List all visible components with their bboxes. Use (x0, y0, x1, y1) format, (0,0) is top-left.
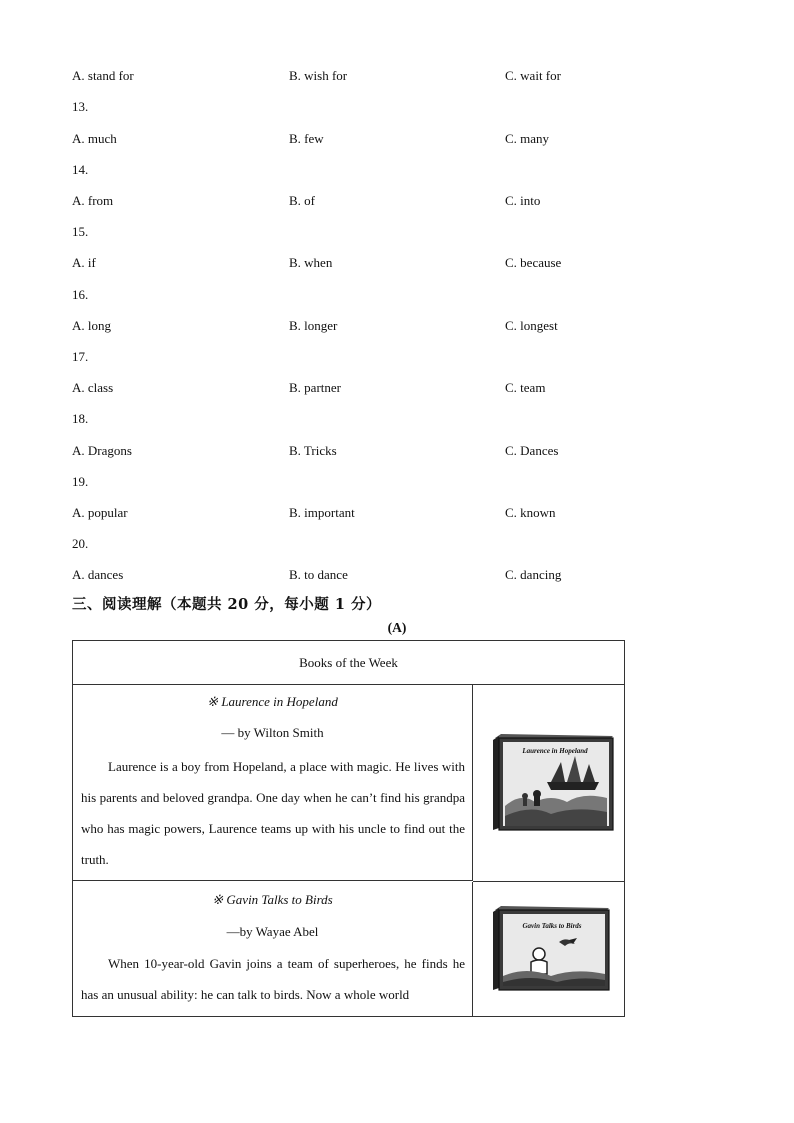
question-number: 18. (72, 411, 89, 426)
option-a: A. stand for (72, 68, 134, 83)
book-author: —by Wayae Abel (226, 924, 319, 939)
option-b: B. of (289, 193, 315, 208)
book-cell-gavin (73, 882, 473, 1016)
option-row (0, 503, 794, 523)
option-row (0, 129, 794, 149)
option-c: C. Dances (505, 443, 559, 458)
books-table (72, 640, 625, 1017)
option-a: A. from (72, 193, 114, 208)
table-header: Books of the Week (73, 641, 624, 685)
option-row (0, 441, 794, 461)
option-row (0, 565, 794, 585)
option-a: A. dances (72, 567, 124, 582)
book-cell-laurence (73, 684, 473, 881)
option-row (0, 253, 794, 273)
question-number: 14. (72, 162, 89, 177)
option-a: A. popular (72, 505, 128, 520)
book-cover-cell (473, 882, 624, 1016)
option-c: C. longest (505, 318, 558, 333)
section-title: 三、阅读理解（本题共 20 分，每小题 1 分） (72, 596, 381, 613)
cover-title: Gavin Talks to Birds (522, 922, 582, 930)
question-number: 16. (72, 287, 89, 302)
option-row (0, 378, 794, 398)
book-cover-cell (473, 684, 624, 882)
option-c: C. because (505, 255, 562, 270)
option-a: A. class (72, 380, 114, 395)
book-description: When 10-year-old Gavin joins a team of superheroes, he finds he has an unusual ability: he can talk to birds. Now a whole world (81, 956, 465, 1002)
option-b: B. partner (289, 380, 341, 395)
option-c: C. known (505, 505, 556, 520)
option-b: B. wish for (289, 68, 348, 83)
question-number: 20. (72, 536, 89, 551)
option-c: C. into (505, 193, 541, 208)
option-b: B. longer (289, 318, 338, 333)
option-b: B. important (289, 505, 355, 520)
option-row-12 (0, 66, 794, 86)
option-row (0, 191, 794, 211)
book-title: ※ Gavin Talks to Birds (212, 892, 333, 907)
question-number: 15. (72, 224, 89, 239)
option-c: C. wait for (505, 68, 561, 83)
book-cover-image (491, 904, 611, 992)
option-a: A. Dragons (72, 443, 132, 458)
option-c: C. team (505, 380, 546, 395)
question-number: 17. (72, 349, 89, 364)
book-title: ※ Laurence in Hopeland (207, 694, 338, 709)
option-b: B. few (289, 131, 324, 146)
book-author: — by Wilton Smith (221, 725, 324, 740)
option-b: B. Tricks (289, 443, 337, 458)
option-c: C. dancing (505, 567, 562, 582)
question-number: 19. (72, 474, 89, 489)
cover-title: Laurence in Hopeland (522, 747, 588, 755)
option-a: A. if (72, 255, 96, 270)
option-c: C. many (505, 131, 550, 146)
question-number: 13. (72, 99, 89, 114)
option-row (0, 316, 794, 336)
passage-label: (A) (387, 620, 407, 635)
option-a: A. much (72, 131, 117, 146)
option-a: A. long (72, 318, 111, 333)
option-b: B. to dance (289, 567, 348, 582)
option-b: B. when (289, 255, 333, 270)
book-description: Laurence is a boy from Hopeland, a place with magic. He lives with his parents and beloved grandpa. One day when he can’t find his grandpa who has magic powers, Laurence teams up with his uncle to find out the truth. (81, 759, 465, 867)
